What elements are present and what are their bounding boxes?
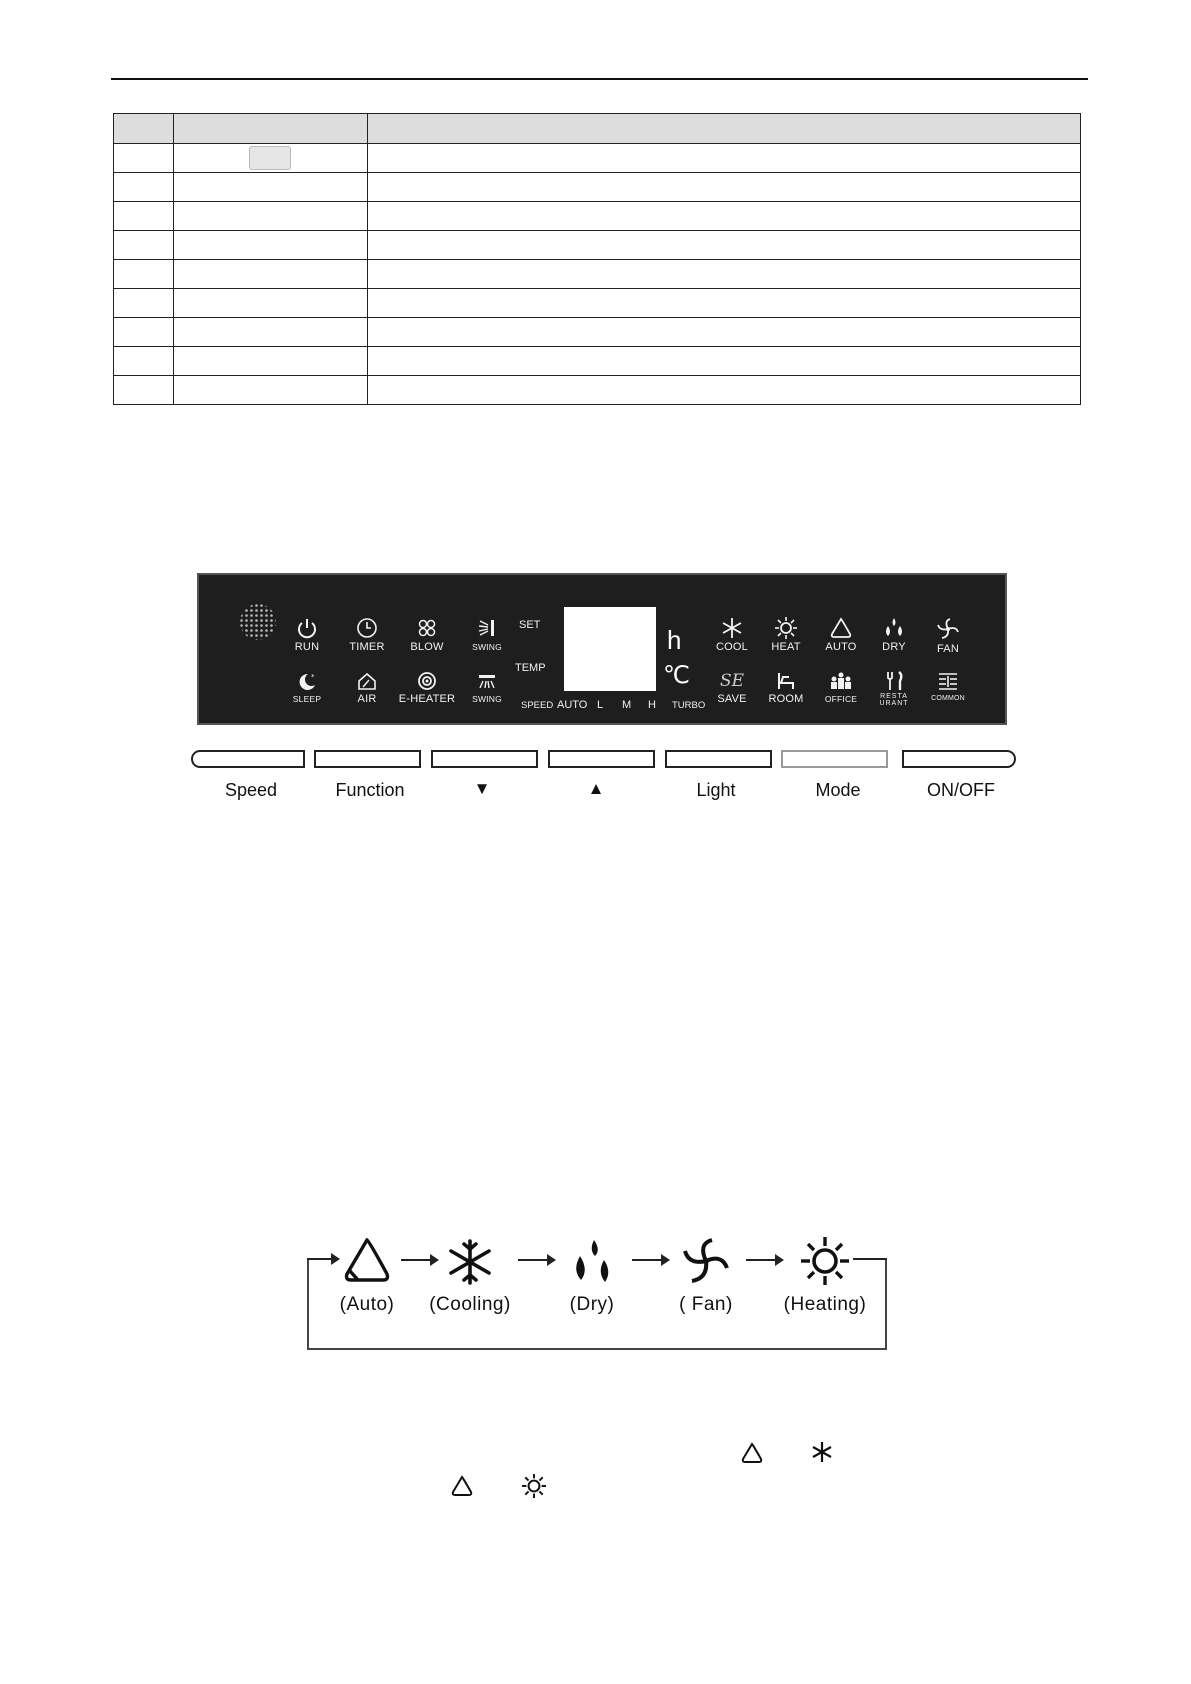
indicator-label: AUTO <box>825 641 857 653</box>
common-icon <box>937 671 959 691</box>
indicator-label: SWING <box>472 642 502 652</box>
cycle-auto <box>307 1236 427 1316</box>
cycle-fan <box>646 1236 766 1316</box>
speed-button-label: Speed <box>224 780 278 800</box>
indicator-label: BLOW <box>410 641 444 653</box>
onoff-button-label: ON/OFF <box>927 780 995 800</box>
auto-triangle-icon <box>829 617 853 639</box>
indicator-label: FAN <box>937 643 959 655</box>
receiver-dots-icon <box>239 603 277 641</box>
indicator-room <box>757 671 815 705</box>
indicator-label: ROOM <box>768 693 804 705</box>
indicator-air <box>338 671 396 705</box>
table-row <box>114 347 1081 376</box>
indicator-label: RUN <box>294 641 320 653</box>
control-panel <box>197 573 1007 725</box>
temp-label: TEMP <box>515 662 546 674</box>
function-table <box>113 113 1081 405</box>
auto-triangle-icon <box>450 1475 474 1497</box>
swing-icon <box>249 146 291 170</box>
speed-low-label: L <box>597 699 604 711</box>
sun-icon <box>775 617 797 639</box>
function-button-label: Function <box>335 780 405 800</box>
indicator-label: SAVE <box>717 693 747 705</box>
mode-button[interactable] <box>781 750 888 768</box>
turbo-label: TURBO <box>672 700 706 711</box>
header-rule <box>111 78 1088 80</box>
speed-mid-label: M <box>622 699 632 711</box>
indicator-label: RESTA URANT <box>879 693 909 707</box>
indicator-label: SWING <box>472 694 502 704</box>
swing-horizontal-icon <box>476 671 498 691</box>
table-row <box>114 202 1081 231</box>
indicator-dry <box>865 617 923 653</box>
snowflake-icon <box>811 1441 833 1463</box>
drops-icon <box>568 1238 616 1286</box>
down-button[interactable] <box>431 750 538 768</box>
indicator-restaurant <box>865 671 923 707</box>
up-button-label: ▲ <box>587 779 605 798</box>
indicator-label: SLEEP <box>292 694 322 704</box>
table-row <box>114 231 1081 260</box>
people-icon <box>828 671 854 691</box>
indicator-common <box>919 671 977 705</box>
indicator-e-heater <box>398 671 456 705</box>
moon-icon <box>296 671 318 691</box>
cycle-label: (Auto) <box>339 1294 395 1315</box>
indicator-save <box>703 671 761 705</box>
onoff-button[interactable] <box>902 750 1016 768</box>
indicator-cool <box>703 617 761 653</box>
table-row <box>114 376 1081 405</box>
mode-button-label: Mode <box>815 780 861 800</box>
table-row <box>114 144 1081 173</box>
cycle-label: (Cooling) <box>429 1294 511 1315</box>
table-row <box>114 260 1081 289</box>
indicator-swing-vertical <box>458 617 516 653</box>
hour-unit: h <box>667 625 682 655</box>
down-button-label: ▼ <box>473 779 491 798</box>
indicator-blow <box>398 617 456 653</box>
indicator-auto <box>812 617 870 653</box>
speed-button[interactable] <box>191 750 305 768</box>
up-button[interactable] <box>548 750 655 768</box>
heater-icon <box>416 671 438 691</box>
indicator-label: DRY <box>882 641 906 653</box>
indicator-timer <box>338 617 396 653</box>
speed-high-label: H <box>648 699 656 711</box>
cycle-label: (Dry) <box>569 1294 615 1315</box>
indicator-heat <box>757 617 815 653</box>
indicator-office <box>812 671 870 705</box>
svg-text:*: * <box>311 673 315 681</box>
set-label: SET <box>519 619 541 631</box>
fan-icon <box>936 617 960 641</box>
cycle-dry <box>532 1238 652 1316</box>
cycle-label: ( Fan) <box>679 1294 733 1315</box>
indicator-run <box>278 617 336 653</box>
indicator-label: COMMON <box>931 695 965 702</box>
table-row <box>114 289 1081 318</box>
table-row <box>114 318 1081 347</box>
speed-auto-label: AUTO <box>557 699 588 711</box>
indicator-label: COOL <box>716 641 748 653</box>
indicator-swing-horizontal <box>458 671 516 705</box>
save-glyph: SE <box>719 671 745 691</box>
chair-icon <box>775 671 797 691</box>
cycle-label: (Heating) <box>783 1294 867 1315</box>
sun-icon <box>799 1236 851 1286</box>
indicator-label: TIMER <box>349 641 385 653</box>
light-button[interactable] <box>665 750 772 768</box>
auto-triangle-icon <box>340 1236 394 1286</box>
drops-icon <box>883 617 905 639</box>
table-row <box>114 173 1081 202</box>
fan-icon <box>680 1236 732 1286</box>
light-button-label: Light <box>696 780 736 800</box>
lcd-display <box>564 607 656 691</box>
function-button[interactable] <box>314 750 421 768</box>
sun-icon <box>522 1474 546 1498</box>
cycle-heating <box>765 1236 885 1316</box>
swing-vertical-icon <box>476 617 498 639</box>
snowflake-icon <box>721 617 743 639</box>
utensils-icon <box>883 671 905 691</box>
snowflake-icon <box>446 1238 494 1286</box>
power-icon <box>296 617 318 639</box>
clock-icon <box>356 617 378 639</box>
auto-triangle-icon <box>740 1442 764 1464</box>
indicator-fan <box>919 617 977 655</box>
indicator-label: E-HEATER <box>398 693 456 705</box>
celsius-unit: ℃ <box>663 662 690 689</box>
speed-label: SPEED <box>521 700 554 711</box>
house-icon <box>356 671 378 691</box>
indicator-label: AIR <box>357 693 377 705</box>
blow-icon <box>416 617 438 639</box>
indicator-label: OFFICE <box>824 694 858 704</box>
cycle-cooling <box>410 1238 530 1316</box>
table-header-row <box>114 114 1081 144</box>
indicator-label: HEAT <box>771 641 801 653</box>
indicator-sleep <box>278 671 336 705</box>
